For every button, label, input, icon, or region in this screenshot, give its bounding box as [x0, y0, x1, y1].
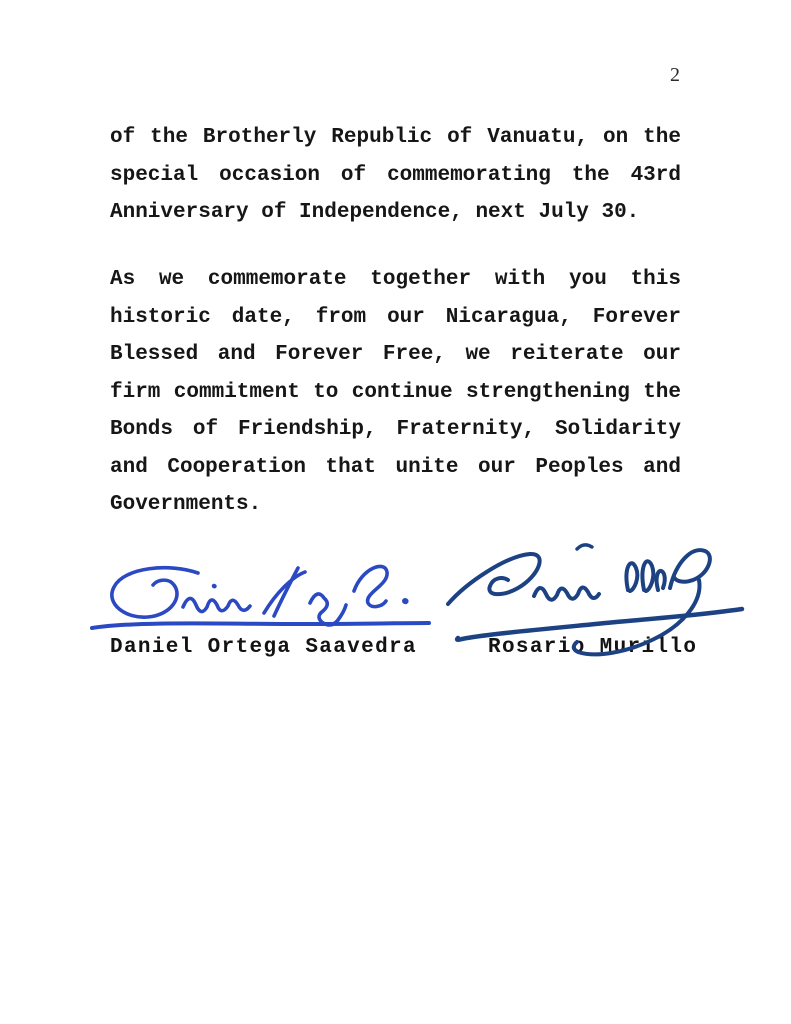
text-line: of the Brotherly Republic of Vanuatu, on the [110, 126, 681, 149]
text-line: firm commitment to continue strengthening the [110, 380, 681, 404]
text-line: Blessed and Forever Free, we reiterate our [110, 343, 681, 366]
text-line: Anniversary of Independence, next July 30. [110, 201, 640, 224]
signature-ink-strokes [92, 566, 429, 628]
paragraph-1 [110, 119, 681, 232]
text-line: special occasion of commemorating the 43rd [110, 163, 681, 187]
page-number: 2 [670, 64, 680, 86]
text-line: historic date, from our Nicaragua, Forever [110, 305, 681, 329]
text-line: As we commemorate together with you this [110, 268, 681, 291]
text-line: Governments. [110, 493, 262, 516]
paragraph-2 [110, 261, 681, 524]
text-line: Bonds of Friendship, Fraternity, Solidarity [110, 418, 681, 441]
daniel-ortega-signature [86, 545, 436, 637]
signatory-name-daniel-ortega: Daniel Ortega Saavedra [110, 636, 417, 659]
text-line: and Cooperation that unite our Peoples and [110, 455, 681, 479]
signatory-name-rosario-murillo: Rosario Murillo [488, 636, 698, 659]
